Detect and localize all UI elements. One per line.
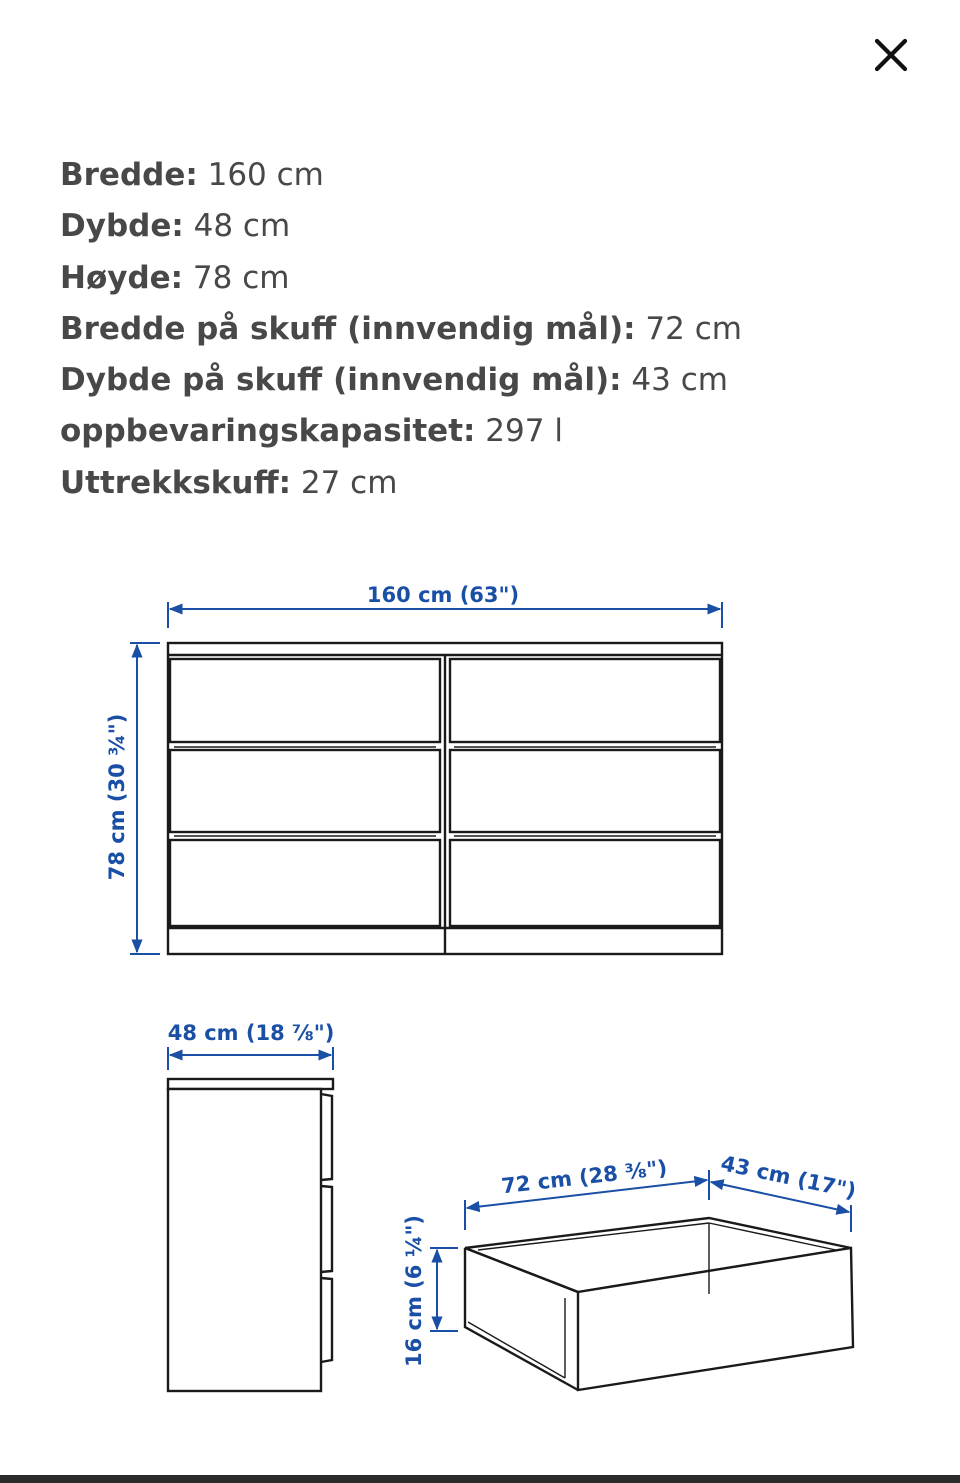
spec-label: Bredde:	[60, 157, 198, 193]
spec-value: 48 cm	[193, 208, 291, 245]
bottom-edge	[0, 1475, 960, 1483]
drawer-height-label: 16 cm (6 ¼")	[402, 1215, 426, 1367]
side-depth-dimension	[168, 1021, 335, 1070]
front-height-dimension	[105, 643, 160, 954]
drawer-width-dimension	[465, 1156, 709, 1230]
drawer-view	[465, 1218, 853, 1390]
front-width-label: 160 cm (63")	[366, 583, 520, 607]
side-depth-label: 48 cm (18 ⅞")	[167, 1021, 335, 1045]
spec-value: 43 cm	[631, 362, 728, 399]
spec-value: 72 cm	[645, 310, 742, 347]
spec-label: Dybde på skuff (innvendig mål):	[60, 362, 622, 399]
spec-value: 160 cm	[207, 157, 324, 193]
spec-value: 297 l	[485, 413, 563, 450]
front-height-label: 78 cm (30 ¾")	[105, 713, 129, 881]
spec-label: Uttrekkskuff:	[60, 464, 292, 501]
spec-value: 78 cm	[192, 259, 290, 296]
spec-label: oppbevaringskapasitet:	[60, 413, 476, 450]
spec-label: Bredde på skuff (innvendig mål):	[60, 310, 636, 347]
spec-value: 27 cm	[300, 464, 398, 501]
spec-label: Høyde:	[60, 259, 184, 296]
drawer-height-dimension	[402, 1215, 458, 1367]
drawer-depth-dimension	[711, 1151, 858, 1232]
side-view	[168, 1079, 333, 1391]
drawer-depth-label: 43 cm (17")	[718, 1151, 859, 1204]
front-width-dimension	[168, 583, 722, 628]
spec-label: Dybde:	[60, 208, 184, 245]
drawer-width-label: 72 cm (28 ⅜")	[500, 1155, 669, 1199]
front-view	[168, 643, 722, 954]
